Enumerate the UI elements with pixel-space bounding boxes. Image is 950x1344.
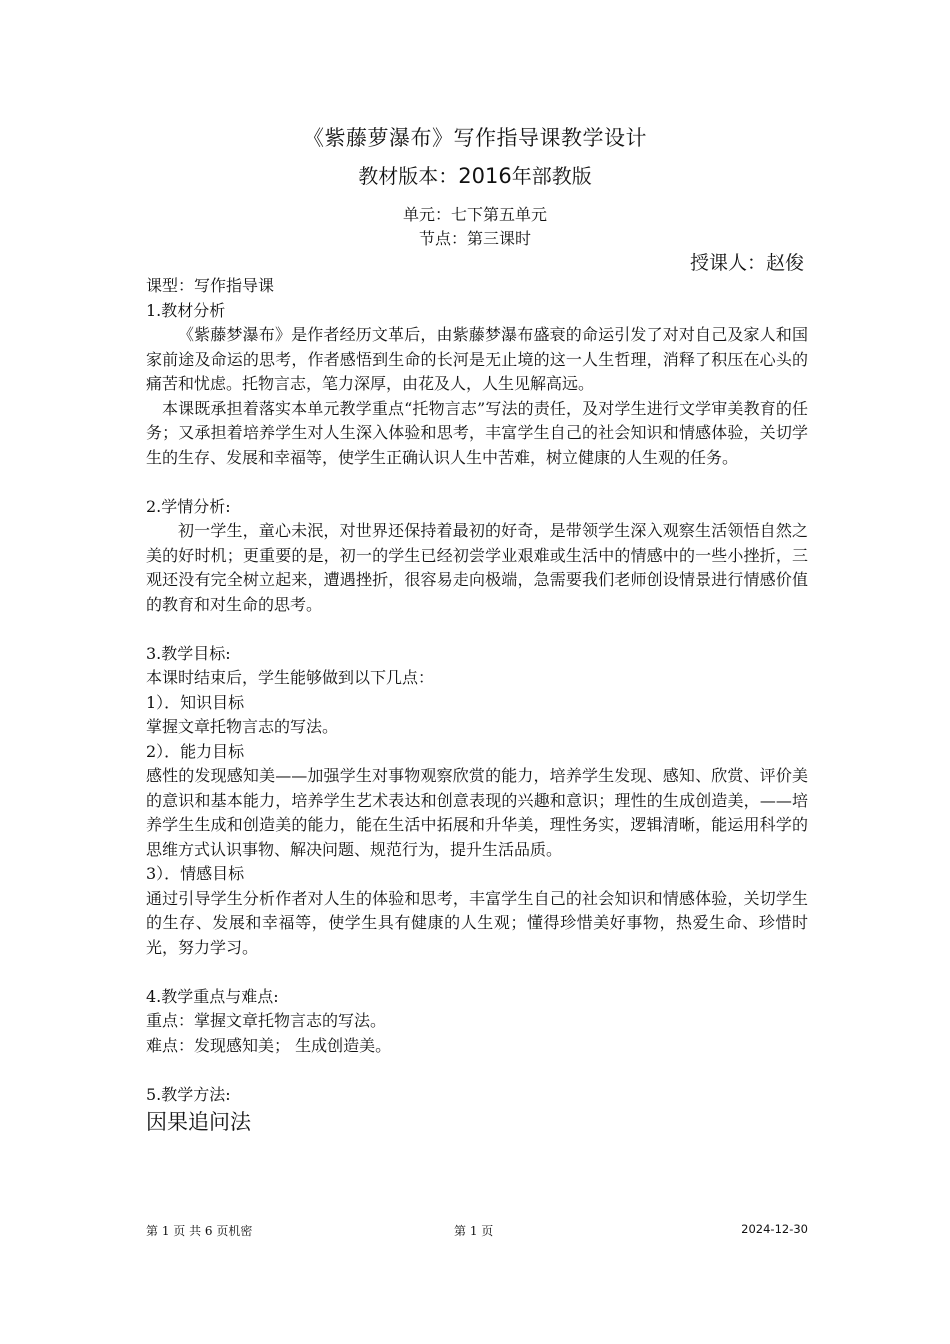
- edition-suffix: 年部教版: [511, 164, 592, 188]
- section-heading-teaching-method: 5.教学方法:: [146, 1084, 231, 1104]
- blank-line: [146, 1058, 808, 1083]
- document-body: [146, 274, 808, 1137]
- goal-ability-title: 2）．能力目标: [146, 741, 245, 761]
- goal-knowledge-text: 掌握文章托物言志的写法。: [146, 717, 339, 736]
- teaching-method: 因果追问法: [146, 1110, 251, 1134]
- goal-knowledge-title: 1）．知识目标: [146, 692, 245, 712]
- paragraph-student-analysis: 初一学生，童心未泯，对世界还保持着最初的好奇，是带领学生深入观察生活领悟自然之美的好时机；更重要的是，初一的学生已经初尝学业艰难或生活中的情感中的一些小挫折，三观还没有完全树立起来，遭遇挫折，很容易走向极端，急需要我们老师创设情景进行情感价值的教育和对生命的思考。: [146, 521, 808, 614]
- difficulty-point: 难点：发现感知美； 生成创造美。: [146, 1035, 392, 1055]
- goal-ability-text: 感性的发现感知美——加强学生对事物观察欣赏的能力，培养学生发现、感知、欣赏、评价美的意识和基本能力，培养学生艺术表达和创意表现的兴趣和意识；理性的生成创造美，——培养学生生成和创造美的能力，能在生活中拓展和升华美，理性务实，逻辑清晰，能运用科学的思维方式认识事物、解决问题、规范行为，提升生活品质。: [146, 766, 808, 859]
- goals-intro: 本课时结束后，学生能够做到以下几点：: [146, 668, 435, 687]
- goal-emotion-title: 3）．情感目标: [146, 864, 245, 883]
- edition-year: 2016: [458, 164, 512, 188]
- section-heading-textbook-analysis: 1.教材分析: [146, 300, 226, 320]
- blank-line: [146, 470, 808, 495]
- blank-line: [146, 960, 808, 985]
- section-heading-student-analysis: 2.学情分析:: [146, 496, 231, 516]
- key-point: 重点：掌握文章托物言志的写法。: [146, 1011, 387, 1030]
- footer-page-number: 第 1 页: [454, 1224, 494, 1238]
- paragraph-textbook-analysis-1: 《紫藤梦瀑布》是作者经历文革后，由紫藤梦瀑布盛衰的命运引发了对对自己及家人和国家前途及命运的思考，作者感悟到生命的长河是无止境的这一人生哲理，消释了积压在心头的痛苦和忧虑。托物言志，笔力深厚，由花及人，人生见解高远。: [146, 325, 808, 393]
- document-title: 《紫藤萝瀑布》写作指导课教学设计: [303, 126, 647, 150]
- section-heading-key-points: 4.教学重点与难点:: [146, 986, 279, 1006]
- section-heading-teaching-goals: 3.教学目标:: [146, 643, 231, 663]
- node-line: 节点：第三课时: [418, 229, 531, 248]
- textbook-edition: [0, 160, 950, 189]
- footer-page-info: 第 1 页 共 6 页机密: [146, 1224, 253, 1238]
- teacher-line: 授课人：赵俊: [689, 252, 804, 274]
- course-type: 课型：写作指导课: [146, 276, 275, 295]
- footer-date: 2024-12-30: [741, 1222, 808, 1236]
- goal-emotion-text: 通过引导学生分析作者对人生的体验和思考，丰富学生自己的社会知识和情感体验，关切学生的生存、发展和幸福等，使学生具有健康的人生观；懂得珍惜美好事物，热爱生命、珍惜时光，努力学习。: [146, 888, 808, 957]
- blank-line: [146, 617, 808, 642]
- paragraph-textbook-analysis-2: 本课既承担着落实本单元教学重点“托物言志”写法的责任，及对学生进行文学审美教育的任务；又承担着培养学生对人生深入体验和思考，丰富学生自己的社会知识和情感体验，关切学生的生存、发展和幸福等，使学生正确认识人生中苦难，树立健康的人生观的任务。: [146, 398, 808, 467]
- edition-label: 教材版本：: [358, 164, 459, 188]
- unit-line: 单元：七下第五单元: [402, 205, 547, 224]
